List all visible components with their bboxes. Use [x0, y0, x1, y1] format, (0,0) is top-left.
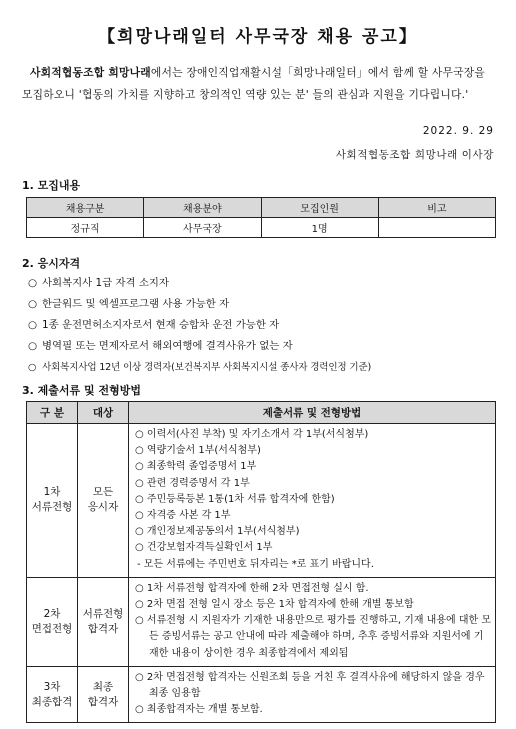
target-line: 모든: [92, 486, 114, 499]
stage-number: 2차: [43, 607, 61, 620]
list-item: [135, 670, 491, 702]
list-item: [135, 581, 491, 597]
target-cell: [78, 424, 129, 578]
list-item-text: 병역필 또는 면제자로서 해외여행에 결격사유가 없는 자: [42, 340, 293, 352]
stage-name: 면접전형: [31, 622, 73, 635]
list-item: [135, 443, 491, 459]
circle-outline-icon: ○: [135, 429, 147, 440]
list-item: [28, 357, 498, 378]
circle-outline-icon: ○: [135, 510, 147, 522]
list-item-text: 2차 면접전형 합격자는 신원조회 등을 거친 후 결격사유에 해당하지 않을 경우 최종 임용함: [146, 671, 485, 700]
circle-outline-icon: ○: [28, 319, 38, 331]
list-item-text: 최종학력 졸업증명서 1부: [146, 461, 257, 473]
circle-outline-icon: ○: [135, 615, 147, 627]
circle-outline-icon: ○: [135, 461, 147, 473]
stage-number: 1차: [43, 486, 61, 499]
list-item: [135, 427, 491, 443]
circle-outline-icon: ○: [135, 526, 147, 538]
list-item-text: 개인정보제공동의서 1부(서식첨부): [146, 526, 300, 538]
section3-heading: 3. 제출서류 및 전형방법: [22, 384, 141, 397]
page-title: 【희망나래일터 사무국장 채용 공고】: [98, 27, 418, 47]
list-item: [28, 294, 498, 315]
table-row: [27, 577, 496, 666]
note-text: - 모든 서류에는 주민번호 뒤자리는 *로 표기 바랍니다.: [137, 558, 374, 570]
table-cell: 정규직: [27, 218, 144, 238]
list-item-text: 서류전형 시 지원자가 기재한 내용만으로 평가를 진행하고, 기재 내용에 대한 모든 증빙서류는 공고 안내에 따라 제출해야 하며, 추후 증빙서류와 지원서에 기재한 내용이 상이한 경우 최종합격에서 제외됨: [146, 615, 491, 659]
list-item-text: 역량기술서 1부(서식첨부): [146, 445, 261, 457]
table-row: [27, 218, 496, 238]
section2-heading: 2. 응시자격: [22, 257, 81, 270]
list-item-text: 사회복지사업 12년 이상 경력자(보건복지부 사회복지시설 종사자 경력인정 기준): [42, 362, 372, 373]
issuer-name: 사회적협동조합 희망나래 이사장: [335, 149, 494, 161]
list-item-text: 사회복지사 1급 자격 소지자: [42, 277, 169, 289]
list-item: [135, 597, 491, 613]
target-line: 응시자: [87, 501, 119, 514]
table-cell: 1명: [261, 218, 378, 238]
target-line: 서류전형: [82, 607, 124, 620]
header-cell: 대상: [78, 402, 129, 424]
list-item: [28, 273, 498, 294]
title-wrap: [0, 22, 516, 47]
posting-date: 2022. 9. 29: [422, 125, 494, 137]
table-cell: 사무국장: [144, 218, 261, 238]
list-item-text: 건강보험자격득실확인서 1부: [146, 542, 273, 554]
intro-paragraph: [22, 62, 496, 106]
header-cell: 채용분야: [144, 198, 261, 218]
circle-outline-icon: ○: [28, 277, 38, 289]
list-item: [135, 540, 491, 556]
circle-outline-icon: ○: [135, 542, 147, 554]
recruitment-table: [26, 197, 496, 238]
circle-outline-icon: ○: [28, 298, 38, 310]
documents-table: [26, 401, 496, 723]
list-item-text: 자격증 사본 각 1부: [146, 510, 231, 522]
table-cell: [378, 218, 495, 238]
header-cell: 모집인원: [261, 198, 378, 218]
intro-org-name: 사회적협동조합 희망나래: [30, 66, 151, 79]
stage-cell: [27, 424, 78, 578]
list-item: [135, 613, 491, 662]
circle-outline-icon: ○: [135, 493, 147, 505]
header-cell: 비고: [378, 198, 495, 218]
stage-name: 서류전형: [31, 501, 73, 514]
table-row: [27, 424, 496, 578]
stage-name: 최종합격: [31, 695, 73, 708]
circle-outline-icon: ○: [135, 477, 147, 489]
qualifications-list: [28, 273, 498, 378]
header-cell: 구 분: [27, 402, 78, 424]
list-item: [135, 524, 491, 540]
circle-outline-icon: ○: [135, 582, 147, 594]
target-cell: [78, 577, 129, 666]
list-item-text: 1종 운전면허소지자로서 현재 승합차 운전 가능한 자: [42, 319, 280, 331]
stage-cell: [27, 577, 78, 666]
list-item-text: 관련 경력증명서 각 1부: [146, 477, 250, 489]
circle-outline-icon: ○: [28, 340, 38, 352]
list-item: [135, 476, 491, 492]
list-item-text: 주민등록등본 1통(1차 서류 합격자에 한함): [146, 493, 335, 505]
list-item-text: 이력서(사진 부착) 및 자기소개서 각 1부(서식첨부): [146, 429, 369, 440]
items-cell: [129, 424, 496, 578]
items-cell: [129, 577, 496, 666]
list-item-text: 한글워드 및 엑셀프로그램 사용 가능한 자: [42, 298, 230, 310]
intro-text: 에서는 장애인직업재활시설「희망나래일터」에서 함께 할 사무국장을 모집하오니 '협동의 가치를 지향하고 창의적인 역량 있는 분' 들의 관심과 지원을 기다립니다.': [22, 66, 486, 101]
target-line: 최종: [92, 680, 114, 693]
circle-outline-icon: ○: [28, 362, 37, 373]
list-item: [135, 702, 491, 718]
circle-outline-icon: ○: [135, 445, 147, 457]
items-cell: [129, 666, 496, 723]
list-item: [28, 315, 498, 336]
stage-number: 3차: [43, 680, 61, 693]
list-item: [135, 492, 491, 508]
section1-heading: 1. 모집내용: [22, 179, 81, 192]
target-cell: [78, 666, 129, 723]
list-item-text: 최종합격자는 개별 통보함.: [146, 704, 263, 716]
list-item-text: 2차 면접 전형 일시 장소 등은 1차 합격자에 한해 개별 통보함: [146, 599, 414, 611]
target-line: 합격자: [87, 695, 119, 708]
list-item-text: 1차 서류전형 합격자에 한해 2차 면접전형 실시 함.: [146, 582, 369, 594]
list-item: [28, 336, 498, 357]
list-item: [135, 508, 491, 524]
header-cell: 채용구분: [27, 198, 144, 218]
table-row: [27, 666, 496, 723]
list-item: [135, 459, 491, 475]
circle-outline-icon: ○: [135, 599, 147, 611]
circle-outline-icon: ○: [135, 704, 147, 716]
stage-cell: [27, 666, 78, 723]
table-header-row: [27, 198, 496, 218]
target-line: 합격자: [87, 622, 119, 635]
table-header-row: [27, 402, 496, 424]
circle-outline-icon: ○: [135, 671, 147, 683]
header-cell: 제출서류 및 전형방법: [129, 402, 496, 424]
